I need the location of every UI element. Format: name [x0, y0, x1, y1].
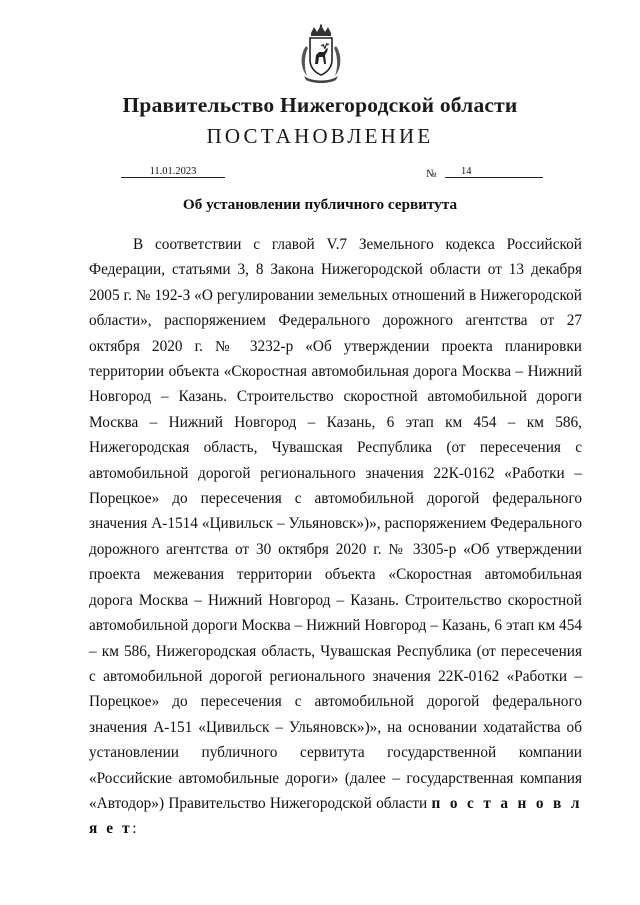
body-text: В соответствии с главой V.7 Земельного кодекса Российской Федерации, статьями 3, 8 Закона Нижегородской области от 13 декабря 2005 г. № 192-З «О регулировании земельных отношений в Нижегородской области», распоряжением Федерального дорожного агентства от 27 октября 2020 г. № 3232-р «Об утверждении проекта планировки территории объекта «Скоростная автомобильная дорога Москва – Нижний Новгород – Казань. Строительство скоростной автомобильной дороги Москва – Нижний Новгород – Казань, 6 этап км 454 – км 586, Нижегородская область, Чувашская Республика (от пересечения с автомобильной дорогой регионального значения 22К-0162 «Работки – Порецкое» до пересечения с автомобильной дорогой федерального значения А-1514 «Цивильск – Ульяновск»)», распоряжением Федерального дорожного агентства от 30 октября 2020 г. № 3305-р «Об утверждении проекта межевания территории объекта «Скоростная автомобильная дорога Москва – Нижний Новгород – Казань. Строительство скоростной автомобильной дороги Москва – Нижний Новгород – Казань, 6 этап км 454 – км 586, Нижегородская область, Чувашская Республика (от пересечения с автомобильной дорогой регионального значения 22К-0162 «Работки – Порецкое» до пересечения с автомобильной дорогой федерального значения А-151 «Цивильск – Ульяновск»)», на основании ходатайства об установлении публичного сервитута государственной компании «Российские автомобильные дороги» (далее – государственная компания «Автодор») Правительство Нижегородской области: [89, 236, 582, 812]
document-number: [445, 166, 543, 178]
document-number-value: 14: [461, 166, 472, 177]
document-subject: Об установлении публичного сервитута: [182, 196, 458, 213]
document-date: 11.01.2023: [121, 166, 225, 178]
body-paragraph: [89, 232, 582, 842]
resolution-word: п о с т а н о в л я е т: [89, 794, 583, 838]
number-label: №: [426, 168, 437, 180]
resolution-colon: :: [132, 820, 137, 838]
coat-of-arms-icon: [298, 24, 344, 84]
document-type: ПОСТАНОВЛЕНИЕ: [206, 124, 434, 148]
government-title: Правительство Нижегородской области: [122, 93, 518, 117]
